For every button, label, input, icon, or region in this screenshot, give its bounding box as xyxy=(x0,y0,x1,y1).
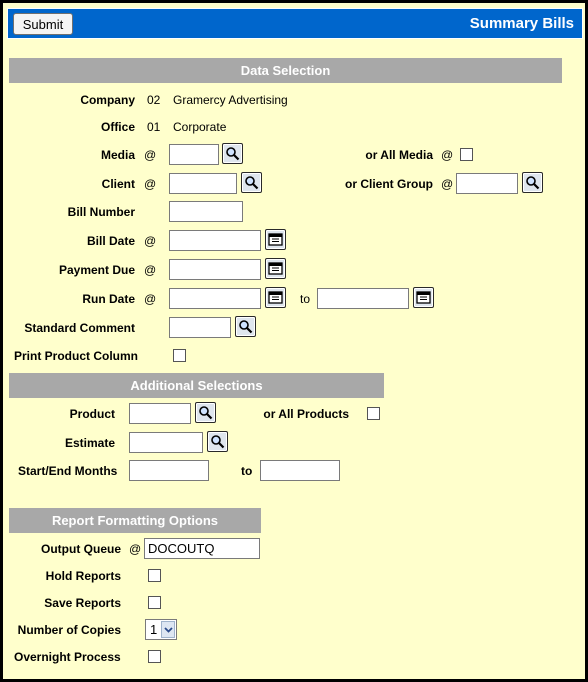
magnifier-icon xyxy=(244,175,259,190)
client-group-lookup-button[interactable] xyxy=(522,172,543,193)
section-header-data-selection: Data Selection xyxy=(9,58,562,83)
number-of-copies-select[interactable] xyxy=(145,619,177,640)
estimate-label: Estimate xyxy=(64,436,115,450)
media-lookup-button[interactable] xyxy=(222,143,243,164)
product-input[interactable] xyxy=(129,403,191,424)
bill-date-label: Bill Date xyxy=(86,234,135,248)
end-month-input[interactable] xyxy=(260,460,340,481)
all-media-at-symbol: @ xyxy=(441,148,454,162)
payment-due-at-symbol: @ xyxy=(144,263,157,277)
bill-number-label: Bill Number xyxy=(67,205,135,219)
estimate-input[interactable] xyxy=(129,432,203,453)
save-reports-label: Save Reports xyxy=(44,596,121,610)
section-header-report-formatting: Report Formatting Options xyxy=(9,508,261,533)
all-products-label: or All Products xyxy=(263,407,349,421)
run-date-from-calendar-button[interactable] xyxy=(265,287,286,308)
payment-due-label: Payment Due xyxy=(58,263,135,277)
run-date-label: Run Date xyxy=(82,292,135,306)
print-product-column-checkbox[interactable] xyxy=(173,349,186,362)
chevron-down-icon xyxy=(164,627,173,633)
office-label: Office xyxy=(100,120,135,134)
company-label: Company xyxy=(80,93,135,107)
office-code: 01 xyxy=(147,120,161,134)
output-queue-at-symbol: @ xyxy=(129,542,142,556)
bill-date-input[interactable] xyxy=(169,230,261,251)
all-media-label: or All Media xyxy=(365,148,433,162)
run-date-to-input[interactable] xyxy=(317,288,409,309)
client-input[interactable] xyxy=(169,173,237,194)
media-input[interactable] xyxy=(169,144,219,165)
run-date-from-input[interactable] xyxy=(169,288,261,309)
standard-comment-lookup-button[interactable] xyxy=(235,316,256,337)
client-label: Client xyxy=(101,177,135,191)
media-label: Media xyxy=(100,148,135,162)
office-name: Corporate xyxy=(173,120,227,134)
submit-button[interactable]: Submit xyxy=(13,13,73,35)
calendar-icon xyxy=(268,290,283,305)
magnifier-icon xyxy=(210,434,225,449)
client-group-input[interactable] xyxy=(456,173,518,194)
months-to-label: to xyxy=(241,464,253,478)
magnifier-icon xyxy=(225,146,240,161)
calendar-icon xyxy=(416,290,431,305)
run-date-to-calendar-button[interactable] xyxy=(413,287,434,308)
calendar-icon xyxy=(268,232,283,247)
client-group-at-symbol: @ xyxy=(441,177,454,191)
hold-reports-checkbox[interactable] xyxy=(148,569,161,582)
number-of-copies-label: Number of Copies xyxy=(17,623,121,637)
company-name: Gramercy Advertising xyxy=(173,93,288,107)
start-end-months-label: Start/End Months xyxy=(18,464,118,478)
bill-date-at-symbol: @ xyxy=(144,234,157,248)
client-lookup-button[interactable] xyxy=(241,172,262,193)
hold-reports-label: Hold Reports xyxy=(45,569,121,583)
start-month-input[interactable] xyxy=(129,460,209,481)
magnifier-icon xyxy=(525,175,540,190)
client-group-label: or Client Group xyxy=(345,177,433,191)
all-products-checkbox[interactable] xyxy=(367,407,380,420)
all-media-checkbox[interactable] xyxy=(460,148,473,161)
page-title: Summary Bills xyxy=(469,15,574,32)
output-queue-label: Output Queue xyxy=(41,542,121,556)
number-of-copies-value: 1 xyxy=(150,622,158,637)
payment-due-input[interactable] xyxy=(169,259,261,280)
calendar-icon xyxy=(268,261,283,276)
client-at-symbol: @ xyxy=(144,177,157,191)
product-label: Product xyxy=(69,407,115,421)
magnifier-icon xyxy=(238,319,253,334)
standard-comment-input[interactable] xyxy=(169,317,231,338)
product-lookup-button[interactable] xyxy=(195,402,216,423)
estimate-lookup-button[interactable] xyxy=(207,431,228,452)
overnight-process-checkbox[interactable] xyxy=(148,650,161,663)
run-date-at-symbol: @ xyxy=(144,292,157,306)
standard-comment-label: Standard Comment xyxy=(24,321,135,335)
media-at-symbol: @ xyxy=(144,148,157,162)
bill-date-calendar-button[interactable] xyxy=(265,229,286,250)
run-date-to-label: to xyxy=(300,292,311,306)
company-code: 02 xyxy=(147,93,161,107)
section-header-additional-selections: Additional Selections xyxy=(9,373,384,398)
output-queue-input[interactable] xyxy=(144,538,260,559)
dropdown-arrow[interactable] xyxy=(161,621,175,638)
print-product-column-label: Print Product Column xyxy=(14,349,138,363)
payment-due-calendar-button[interactable] xyxy=(265,258,286,279)
magnifier-icon xyxy=(198,405,213,420)
header-bar xyxy=(7,8,583,39)
save-reports-checkbox[interactable] xyxy=(148,596,161,609)
overnight-process-label: Overnight Process xyxy=(14,650,121,664)
bill-number-input[interactable] xyxy=(169,201,243,222)
